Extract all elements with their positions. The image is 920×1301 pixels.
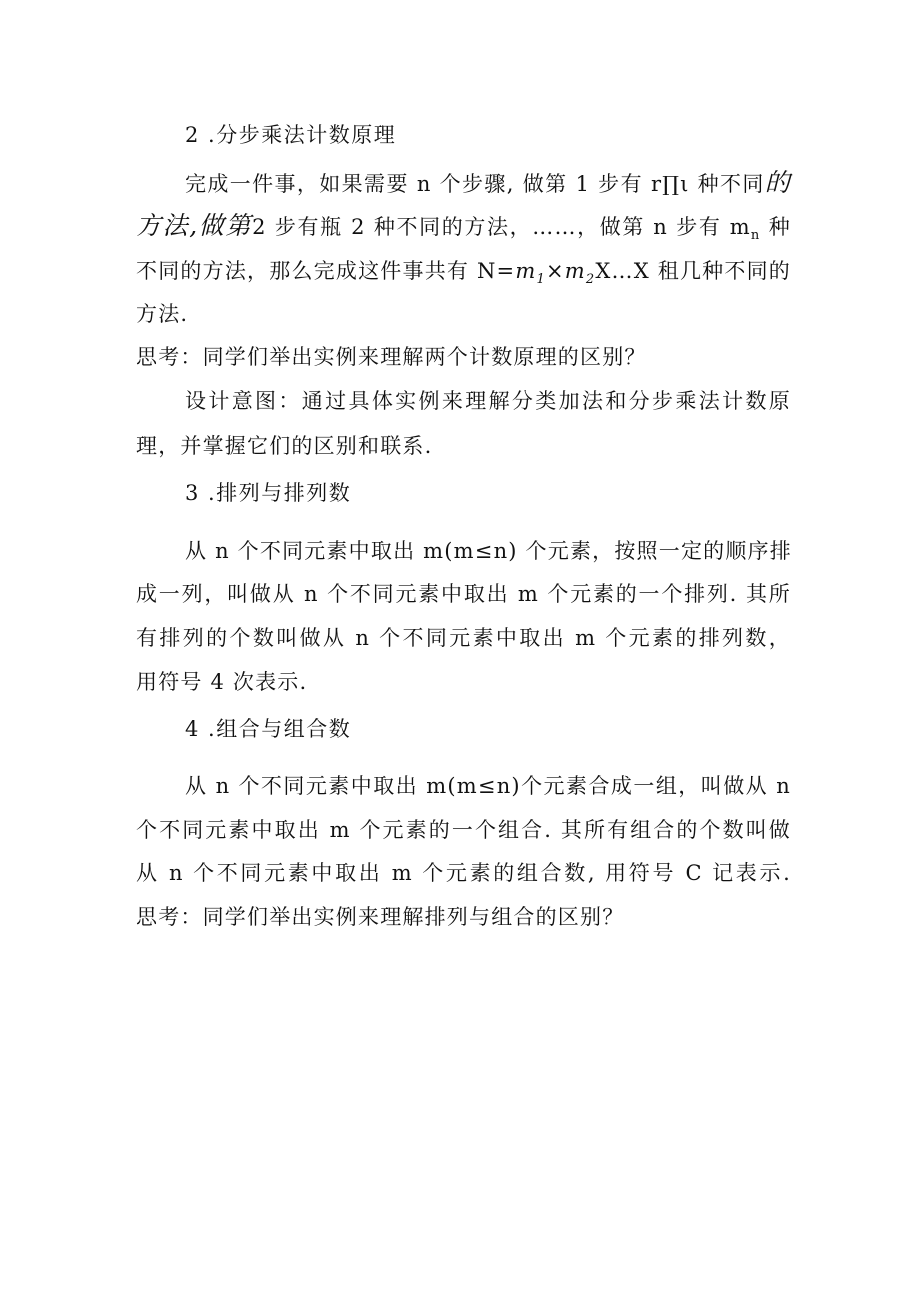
section-2-line-1-text: 完成一件事，如果需要 n 个步骤, 做第 1 步有 r∏ι 种不同 [185, 172, 765, 196]
section-3-heading: 3 .排列与排列数 [185, 481, 352, 505]
section-2-line-1 [185, 168, 791, 199]
section-2-line-4: 方法. [136, 302, 189, 326]
section-2-line-3-text: 不同的方法，那么完成这件事共有 N= [136, 259, 516, 283]
section-2-line-2-text: 2 步有瓶 2 种不同的方法，……，做第 n 步有 m [252, 215, 751, 239]
section-4-line-3: 从 n 个不同元素中取出 m 个元素的组合数, 用符号 C 记表示. [136, 861, 791, 885]
section-2-line-3 [136, 256, 791, 286]
section-2-heading: 2 .分步乘法计数原理 [185, 123, 397, 147]
section-3-line-3: 有排列的个数叫做从 n 个不同元素中取出 m 个元素的排列数， [136, 626, 791, 650]
section-3-line-1: 从 n 个不同元素中取出 m(m≤n) 个元素，按照一定的顺序排 [185, 539, 792, 563]
section-3-line-4: 用符号 4 次表示. [136, 670, 308, 694]
section-4-line-2: 个不同元素中取出 m 个元素的一个组合. 其所有组合的个数叫做 [136, 818, 791, 842]
section-4-think: 思考：同学们举出实例来理解排列与组合的区别？ [136, 905, 625, 929]
section-3-line-2: 成一列，叫做从 n 个不同元素中取出 m 个元素的一个排列. 其所 [136, 582, 791, 606]
subscript-n: n [750, 228, 761, 244]
var-m2: m [564, 259, 586, 283]
section-2-design-1: 设计意图：通过具体实例来理解分类加法和分步乘法计数原 [185, 389, 791, 413]
section-2-think: 思考：同学们举出实例来理解两个计数原理的区别？ [136, 345, 647, 369]
section-4-heading: 4 .组合与组合数 [185, 717, 352, 741]
section-2-line-3-tail: X…X 租几种不同的 [595, 259, 791, 283]
section-2-line-2-tail: 种 [760, 215, 791, 239]
subscript-2: 2 [585, 272, 596, 288]
times-sign: × [545, 259, 565, 283]
section-2-design-2: 理，并掌握它们的区别和联系. [136, 434, 433, 458]
section-2-line-2-italic: 方法,做第 [136, 211, 253, 240]
subscript-1: 1 [536, 272, 546, 288]
var-m1: m [515, 259, 537, 283]
section-4-line-1: 从 n 个不同元素中取出 m(m≤n)个元素合成一组，叫做从 n [185, 774, 791, 798]
section-2-line-2 [136, 211, 791, 242]
section-2-line-1-italic: 的 [764, 168, 791, 197]
